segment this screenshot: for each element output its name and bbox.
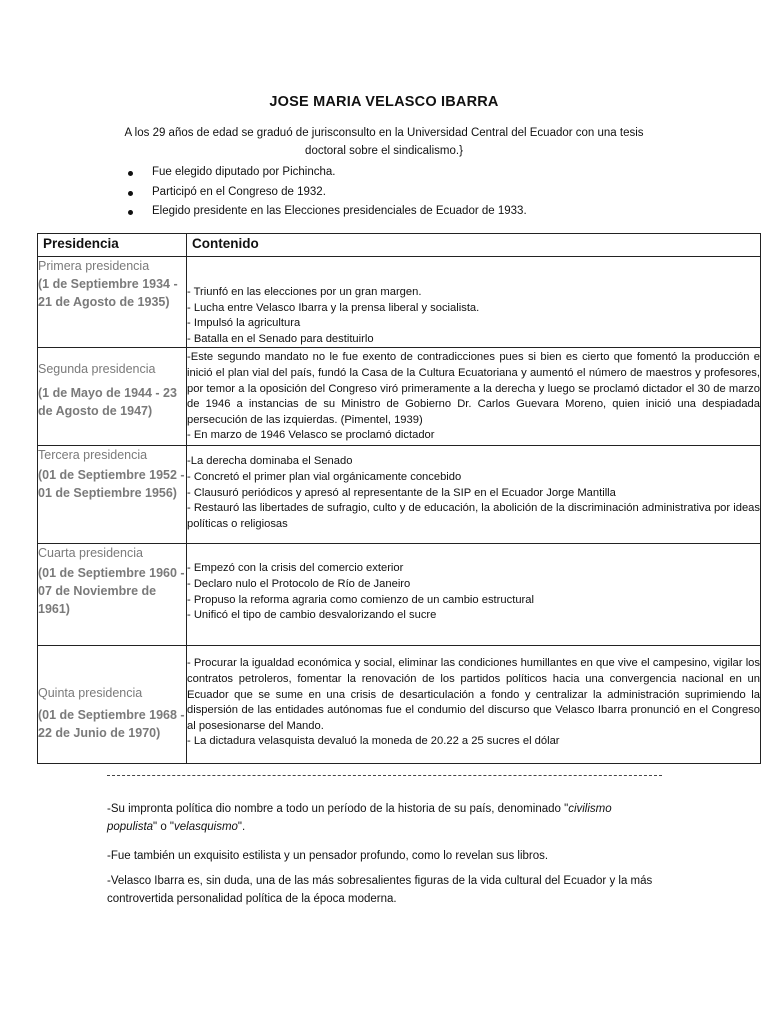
content-line: - Restauró las libertades de sufragio, culto y de educación, la abolición de la discriminación administrativa por ideas políticas o religiosas	[187, 502, 760, 530]
presidency-name: Quinta presidencia	[38, 686, 143, 701]
presidency-name: Segunda presidencia	[38, 362, 156, 377]
bullet-text: Participó en el Congreso de 1932.	[152, 185, 326, 198]
document-title: JOSE MARIA VELASCO IBARRA	[269, 94, 499, 110]
dashed-separator	[107, 775, 662, 777]
presidency-cell	[38, 348, 187, 446]
header-presidencia: Presidencia	[38, 234, 187, 257]
closing-paragraph-1	[107, 800, 662, 836]
presidency-cell	[38, 544, 187, 646]
bullet-icon	[128, 210, 133, 215]
content-line: - Impulsó la agricultura	[187, 317, 301, 330]
table-header-row	[38, 234, 761, 257]
table-row	[38, 646, 761, 764]
content-line: -Este segundo mandato no le fue exento de contradicciones pues si bien es cierto que fomentó la producción e inició el plan vial del país, fundó la Casa de la Cultura Ecuatoriana y aumentó el número de maestros y profesores, por temor a la oposición del Congreso viró primeramente a la derecha y luego se proclamó dictador el 30 de marzo de 1946 a instancias de su Ministro de Gobierno Dr. Carlos Guevara Moreno, quien inició una despiadada persecución de las izquierdas. (Pimentel, 1939)	[187, 351, 760, 426]
bullet-icon	[128, 191, 133, 196]
table-row	[38, 257, 761, 348]
intro-paragraph: A los 29 años de edad se graduó de jurisconsulto en la Universidad Central del Ecuador con una tesis doctoral sobre el sindicalismo.}	[124, 127, 644, 157]
content-line: - Propuso la reforma agraria como comienzo de un cambio estructural	[187, 593, 534, 606]
content-cell	[187, 257, 761, 348]
bullet-text: Elegido presidente en las Elecciones presidenciales de Ecuador de 1933.	[152, 205, 527, 217]
content-cell	[187, 348, 761, 446]
closing-paragraph-2: -Fue también un exquisito estilista y un pensador profundo, como lo revelan sus libros.	[107, 850, 549, 862]
p1-emphasis-1: civilismo populista	[107, 803, 612, 833]
content-line: - Clausuró periódicos y apresó al representante de la SIP en el Ecuador Jorge Mantilla	[187, 486, 616, 499]
content-line: - Batalla en el Senado para destituirlo	[187, 332, 374, 345]
presidency-cell	[38, 257, 187, 348]
presidency-cell	[38, 446, 187, 544]
presidency-table	[37, 233, 761, 764]
presidency-name: Cuarta presidencia	[38, 546, 143, 561]
content-cell	[187, 646, 761, 764]
p1-text: " o "	[153, 821, 174, 833]
bullet-item	[127, 186, 527, 206]
p1-emphasis-2: velasquismo	[174, 821, 238, 833]
header-contenido: Contenido	[187, 234, 761, 257]
table-row	[38, 446, 761, 544]
content-line: - Triunfó en las elecciones por un gran margen.	[187, 286, 422, 298]
bullet-icon	[128, 171, 133, 176]
content-line: - Unificó el tipo de cambio desvalorizando el sucre	[187, 609, 437, 622]
content-line: - Lucha entre Velasco Ibarra y la prensa liberal y socialista.	[187, 301, 480, 314]
content-line: - Concretó el primer plan vial orgánicamente concebido	[187, 470, 462, 483]
content-line: - Declaro nulo el Protocolo de Río de Janeiro	[187, 577, 411, 590]
presidency-name: Tercera presidencia	[38, 448, 148, 463]
content-line: - La dictadura velasquista devaluó la moneda de 20.22 a 25 sucres el dólar	[187, 735, 560, 748]
presidency-name: Primera presidencia	[38, 259, 150, 273]
presidency-period: (1 de Mayo de 1944 - 23 de Agosto de 1947)	[38, 386, 177, 419]
content-cell	[187, 544, 761, 646]
table-row	[38, 544, 761, 646]
content-line: - En marzo de 1946 Velasco se proclamó dictador	[187, 429, 435, 442]
p1-text: ".	[237, 821, 246, 833]
presidency-cell	[38, 646, 187, 764]
closing-paragraph-3: -Velasco Ibarra es, sin duda, una de las más sobresalientes figuras de la vida cultural del Ecuador y la más controvertida personalidad política de la época moderna.	[107, 875, 653, 905]
bullet-item	[127, 205, 527, 225]
presidency-period: (01 de Septiembre 1968 - 22 de Junio de 1970)	[38, 708, 185, 741]
bullet-list	[127, 166, 527, 225]
content-line: - Empezó con la crisis del comercio exterior	[187, 562, 404, 575]
bullet-text: Fue elegido diputado por Pichincha.	[152, 166, 336, 178]
presidency-period: (1 de Septiembre 1934 - 21 de Agosto de 1935)	[38, 277, 178, 309]
p1-text: -Su impronta política dio nombre a todo un período de la historia de su país, denominado "	[107, 803, 569, 815]
presidency-period: (01 de Septiembre 1952 - 01 de Septiembre 1956)	[38, 468, 185, 501]
bullet-item	[127, 166, 527, 186]
content-line: -La derecha dominaba el Senado	[187, 455, 353, 468]
presidency-period: (01 de Septiembre 1960 - 07 de Noviembre de 1961)	[38, 566, 185, 617]
table-row	[38, 348, 761, 446]
content-cell	[187, 446, 761, 544]
content-line: - Procurar la igualdad económica y social, eliminar las condiciones humillantes en que vive el campesino, vigilar los contratos petroleros, fomentar la renovación de los partidos políticos hacia una convergencia nacional en un Ecuador que se sume en una crisis de desarticulación a fondo y centralizar la administración suprimiendo la dispersión de las entidades autónomas fue el condumio del discurso que Velasco Ibarra pronunció en el Congreso al posesionarse del Mando.	[187, 657, 760, 732]
